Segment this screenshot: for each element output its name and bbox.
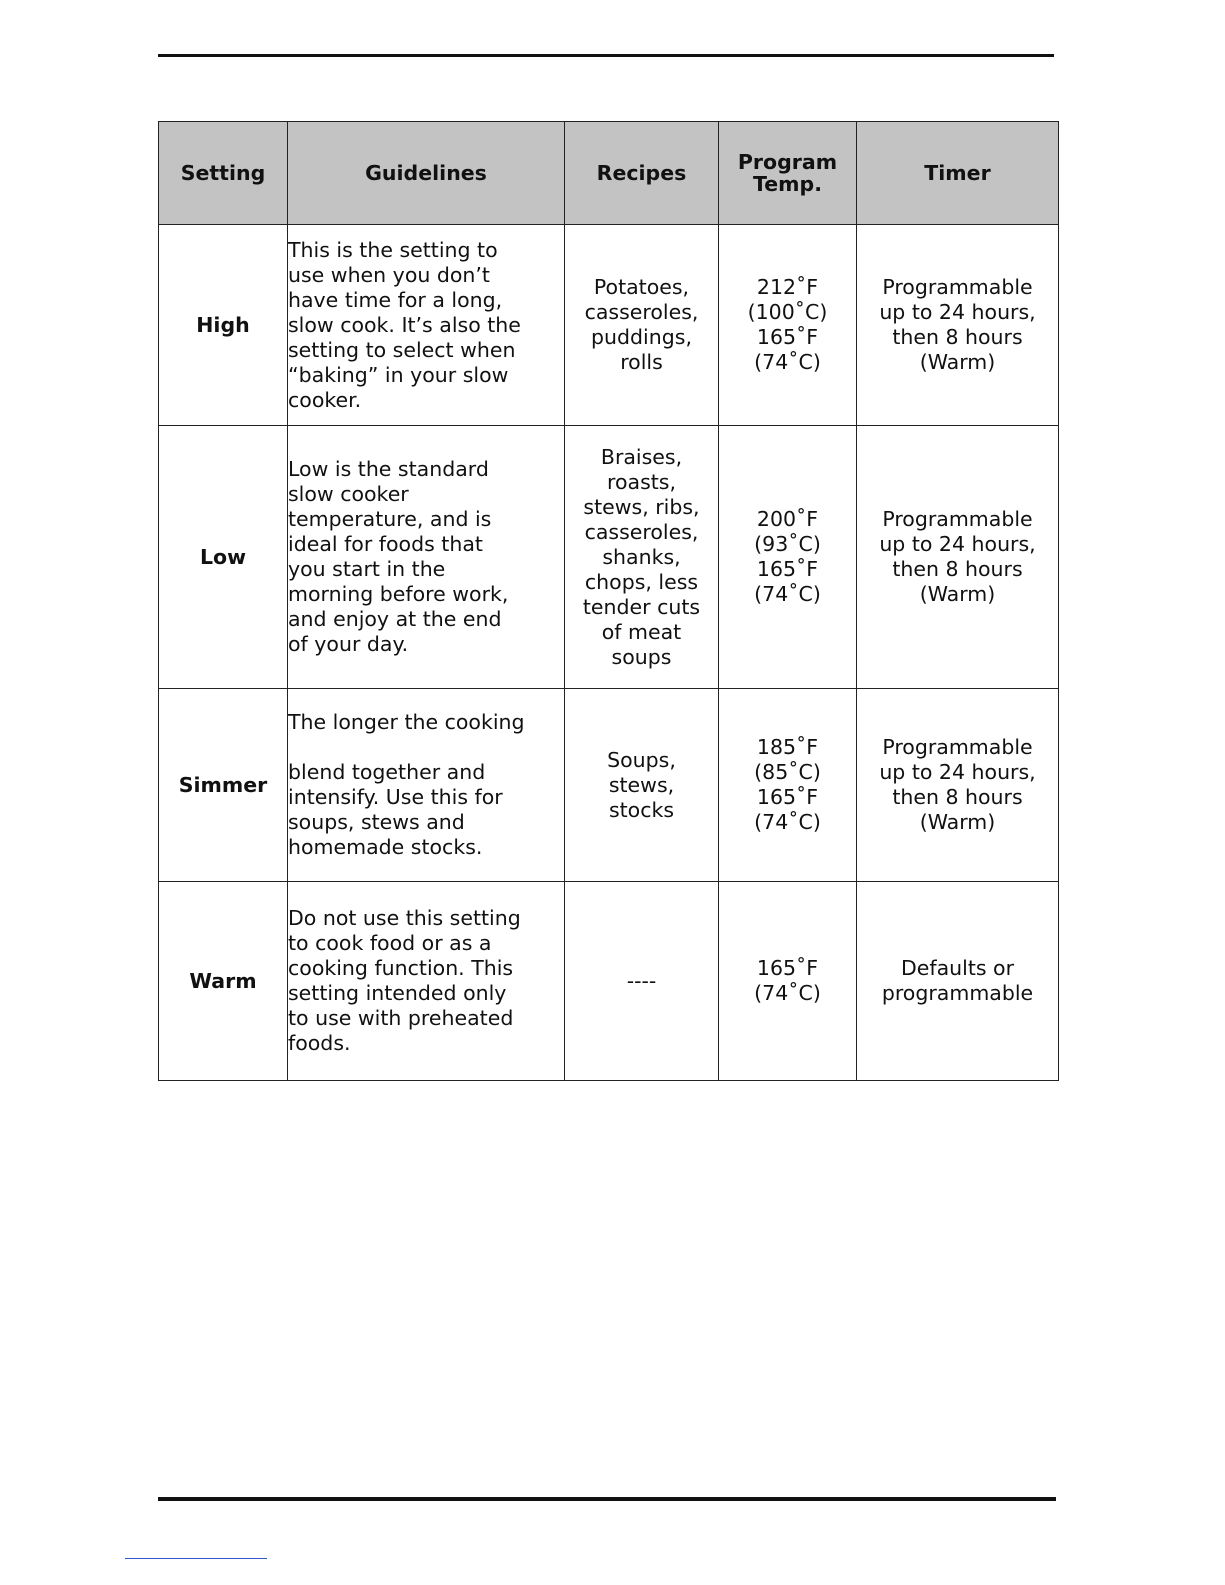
recipes-cell: Braises, roasts, stews, ribs, casseroles, shanks, chops, less tender cuts of meat soups: [565, 426, 719, 689]
recipes-cell: Potatoes, casseroles, puddings, rolls: [565, 225, 719, 426]
setting-cell: High: [159, 225, 288, 426]
program-temp-cell: 212˚F (100˚C) 165˚F (74˚C): [719, 225, 857, 426]
header-setting: Setting: [159, 122, 288, 225]
guidelines-cell: Do not use this setting to cook food or as a cooking function. This setting intended only to use with preheated foods.: [288, 882, 565, 1081]
footer-link-underline: [125, 1558, 267, 1559]
bottom-rule: [158, 1497, 1056, 1501]
program-temp-cell: 165˚F (74˚C): [719, 882, 857, 1081]
timer-cell: Defaults or programmable: [857, 882, 1059, 1081]
header-recipes: Recipes: [565, 122, 719, 225]
recipes-cell: ----: [565, 882, 719, 1081]
table-header-row: [159, 122, 1059, 225]
program-temp-cell: 185˚F (85˚C) 165˚F (74˚C): [719, 689, 857, 882]
setting-cell: Simmer: [159, 689, 288, 882]
table-row: [159, 689, 1059, 882]
table-row: [159, 426, 1059, 689]
header-guidelines: Guidelines: [288, 122, 565, 225]
table-row: [159, 225, 1059, 426]
setting-cell: Warm: [159, 882, 288, 1081]
guidelines-cell: This is the setting to use when you don’t have time for a long, slow cook. It’s also the setting to select when “baking” in your slow cooker.: [288, 225, 565, 426]
recipes-cell: Soups, stews, stocks: [565, 689, 719, 882]
setting-cell: Low: [159, 426, 288, 689]
table-row: [159, 882, 1059, 1081]
header-timer: Timer: [857, 122, 1059, 225]
timer-cell: Programmable up to 24 hours, then 8 hours (Warm): [857, 689, 1059, 882]
guidelines-cell: The longer the cooking blend together and intensify. Use this for soups, stews and homemade stocks.: [288, 689, 565, 882]
timer-cell: Programmable up to 24 hours, then 8 hours (Warm): [857, 426, 1059, 689]
top-rule: [158, 54, 1054, 57]
guidelines-cell: Low is the standard slow cooker temperature, and is ideal for foods that you start in the morning before work, and enjoy at the end of your day.: [288, 426, 565, 689]
timer-cell: Programmable up to 24 hours, then 8 hours (Warm): [857, 225, 1059, 426]
header-program-temp: Program Temp.: [719, 122, 857, 225]
program-temp-cell: 200˚F (93˚C) 165˚F (74˚C): [719, 426, 857, 689]
cooking-settings-table: [158, 121, 1059, 1081]
